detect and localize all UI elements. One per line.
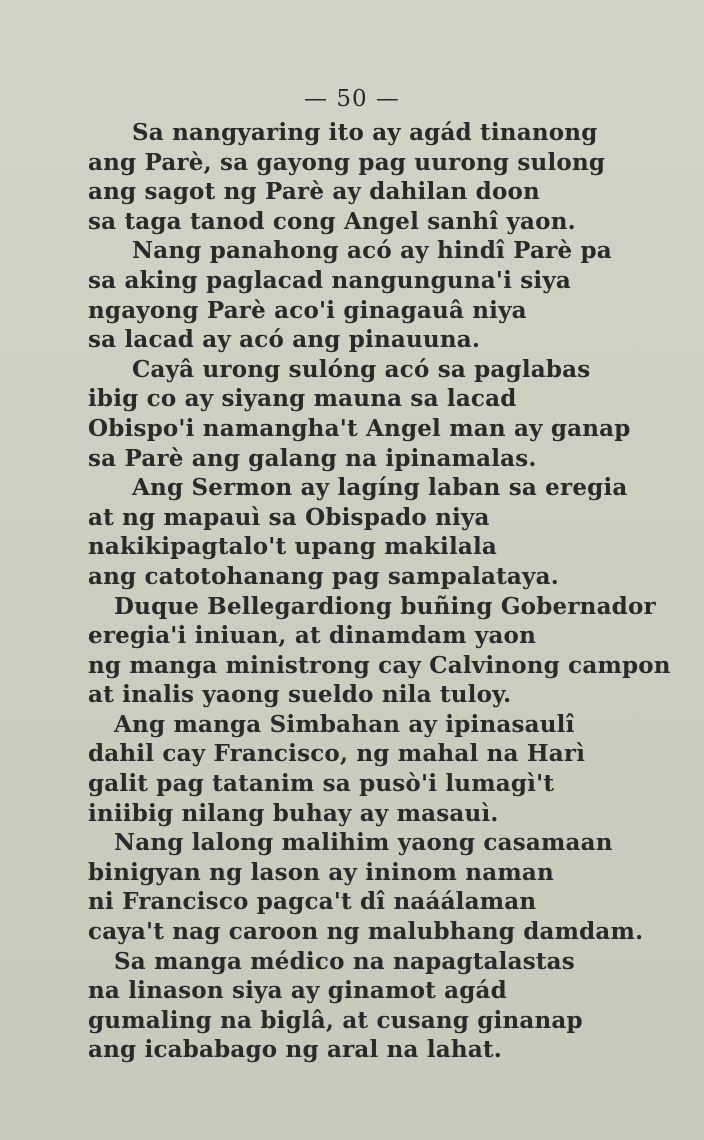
- verse-line: ibig co ay siyang mauna sa lacad: [88, 385, 517, 413]
- page-number: — 50 —: [304, 86, 400, 112]
- verse-line: Nang lalong malihim yaong casamaan: [114, 829, 613, 857]
- stanza: [88, 710, 678, 828]
- verse-line: sa aking paglacad nangunguna'i siya: [88, 266, 571, 294]
- verse-line: na linason siya ay ginamot agád: [88, 977, 507, 1005]
- verse-line: ng manga ministrong cay Calvinong campon: [88, 651, 671, 679]
- verse-line: binigyan ng lason ay ininom naman: [88, 858, 554, 886]
- verse-line: Sa nangyaring ito ay agád tinanong: [132, 119, 598, 146]
- stanza: [88, 828, 678, 946]
- verse-line: ang icababago ng aral na lahat.: [88, 1036, 502, 1064]
- stanza: [88, 355, 678, 473]
- verse-line: Ang manga Simbahan ay ipinasaulî: [114, 710, 575, 738]
- stanza: [88, 473, 678, 591]
- verse-line: sa lacad ay acó ang pinauuna.: [88, 326, 481, 354]
- verse-line: sa Parè ang galang na ipinamalas.: [88, 444, 537, 472]
- poem-body: [88, 118, 678, 1065]
- verse-line: Ang Sermon ay lagíng laban sa eregia: [132, 474, 628, 502]
- verse-line: ngayong Parè aco'i ginagauâ niya: [88, 296, 527, 324]
- verse-line: ang sagot ng Parè ay dahilan doon: [88, 178, 540, 206]
- verse-line: caya't nag caroon ng malubhang damdam.: [88, 918, 644, 946]
- verse-line: Nang panahong acó ay hindî Parè pa: [132, 237, 612, 265]
- verse-line: Obispo'i namangha't Angel man ay ganap: [88, 414, 631, 442]
- verse-line: eregia'i iniuan, at dinamdam yaon: [88, 622, 537, 650]
- stanza: [88, 236, 678, 354]
- verse-line: sa taga tanod cong Angel sanhî yaon.: [88, 207, 576, 235]
- verse-line: gumaling na biglâ, at cusang ginanap: [88, 1006, 583, 1034]
- verse-line: dahil cay Francisco, ng mahal na Harì: [88, 740, 586, 768]
- verse-line: galit pag tatanim sa pusò'i lumagì't: [88, 770, 555, 798]
- verse-line: Sa manga médico na napagtalastas: [114, 947, 575, 975]
- stanza: [88, 947, 678, 1065]
- stanza: [88, 592, 678, 710]
- verse-line: ang catotohanang pag sampalataya.: [88, 562, 559, 590]
- verse-line: ang Parè, sa gayong pag uurong sulong: [88, 148, 606, 176]
- verse-line: at ng mapauì sa Obispado niya: [88, 503, 490, 531]
- verse-line: at inalis yaong sueldo nila tuloy.: [88, 681, 512, 709]
- verse-line: Cayâ urong sulóng acó sa paglabas: [132, 355, 591, 383]
- stanza: [88, 118, 678, 236]
- verse-line: Duque Bellegardiong buñing Gobernador: [114, 592, 656, 620]
- verse-line: ni Francisco pagca't dî naáálaman: [88, 888, 537, 916]
- verse-line: nakikipagtalo't upang makilala: [88, 533, 498, 561]
- verse-line: iniibig nilang buhay ay masauì.: [88, 799, 499, 827]
